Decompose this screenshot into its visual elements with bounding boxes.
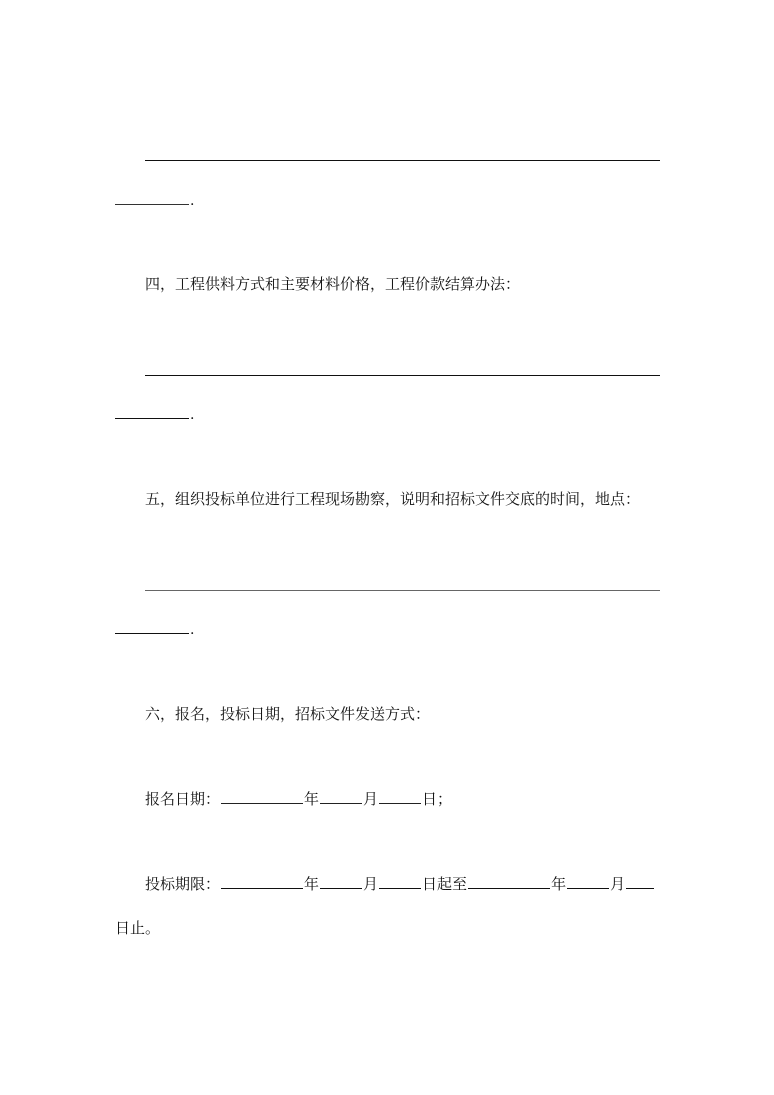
section-6-heading: 六，报名，投标日期，招标文件发送方式： (145, 705, 431, 723)
bidding-period-row (145, 874, 655, 894)
bidding-start-year-blank[interactable] (221, 874, 303, 889)
fill-in-line-2[interactable] (145, 375, 660, 376)
period-2: . (190, 407, 195, 423)
bidding-period-label: 投标期限： (145, 875, 221, 893)
bidding-start-day-label: 日起至 (422, 875, 468, 893)
bidding-start-month-label: 月 (363, 875, 379, 893)
bidding-period-end-text: 日止。 (115, 919, 161, 937)
registration-day-blank[interactable] (379, 789, 421, 804)
registration-date-row (145, 789, 452, 809)
fill-in-line-3[interactable] (145, 590, 660, 591)
registration-year-label: 年 (304, 790, 320, 808)
period-1: . (190, 193, 195, 209)
bidding-end-year-blank[interactable] (468, 874, 550, 889)
bidding-end-year-label: 年 (551, 875, 567, 893)
bidding-start-month-blank[interactable] (320, 874, 362, 889)
bidding-start-year-label: 年 (304, 875, 320, 893)
fill-in-line-1[interactable] (145, 160, 660, 161)
registration-day-label: 日； (422, 790, 453, 808)
fill-in-short-line-3[interactable] (115, 633, 189, 634)
section-5-heading: 五，组织投标单位进行工程现场勘察，说明和招标文件交底的时间，地点： (145, 490, 641, 508)
bidding-start-day-blank[interactable] (379, 874, 421, 889)
fill-in-short-line-1[interactable] (115, 204, 189, 205)
section-4-heading: 四，工程供料方式和主要材料价格，工程价款结算办法： (145, 275, 521, 293)
registration-month-blank[interactable] (320, 789, 362, 804)
bidding-end-day-blank[interactable] (626, 874, 654, 889)
period-3: . (190, 622, 195, 638)
registration-year-blank[interactable] (221, 789, 303, 804)
bidding-end-month-blank[interactable] (567, 874, 609, 889)
registration-date-label: 报名日期： (145, 790, 221, 808)
fill-in-short-line-2[interactable] (115, 418, 189, 419)
registration-month-label: 月 (363, 790, 379, 808)
bidding-end-month-label: 月 (610, 875, 626, 893)
